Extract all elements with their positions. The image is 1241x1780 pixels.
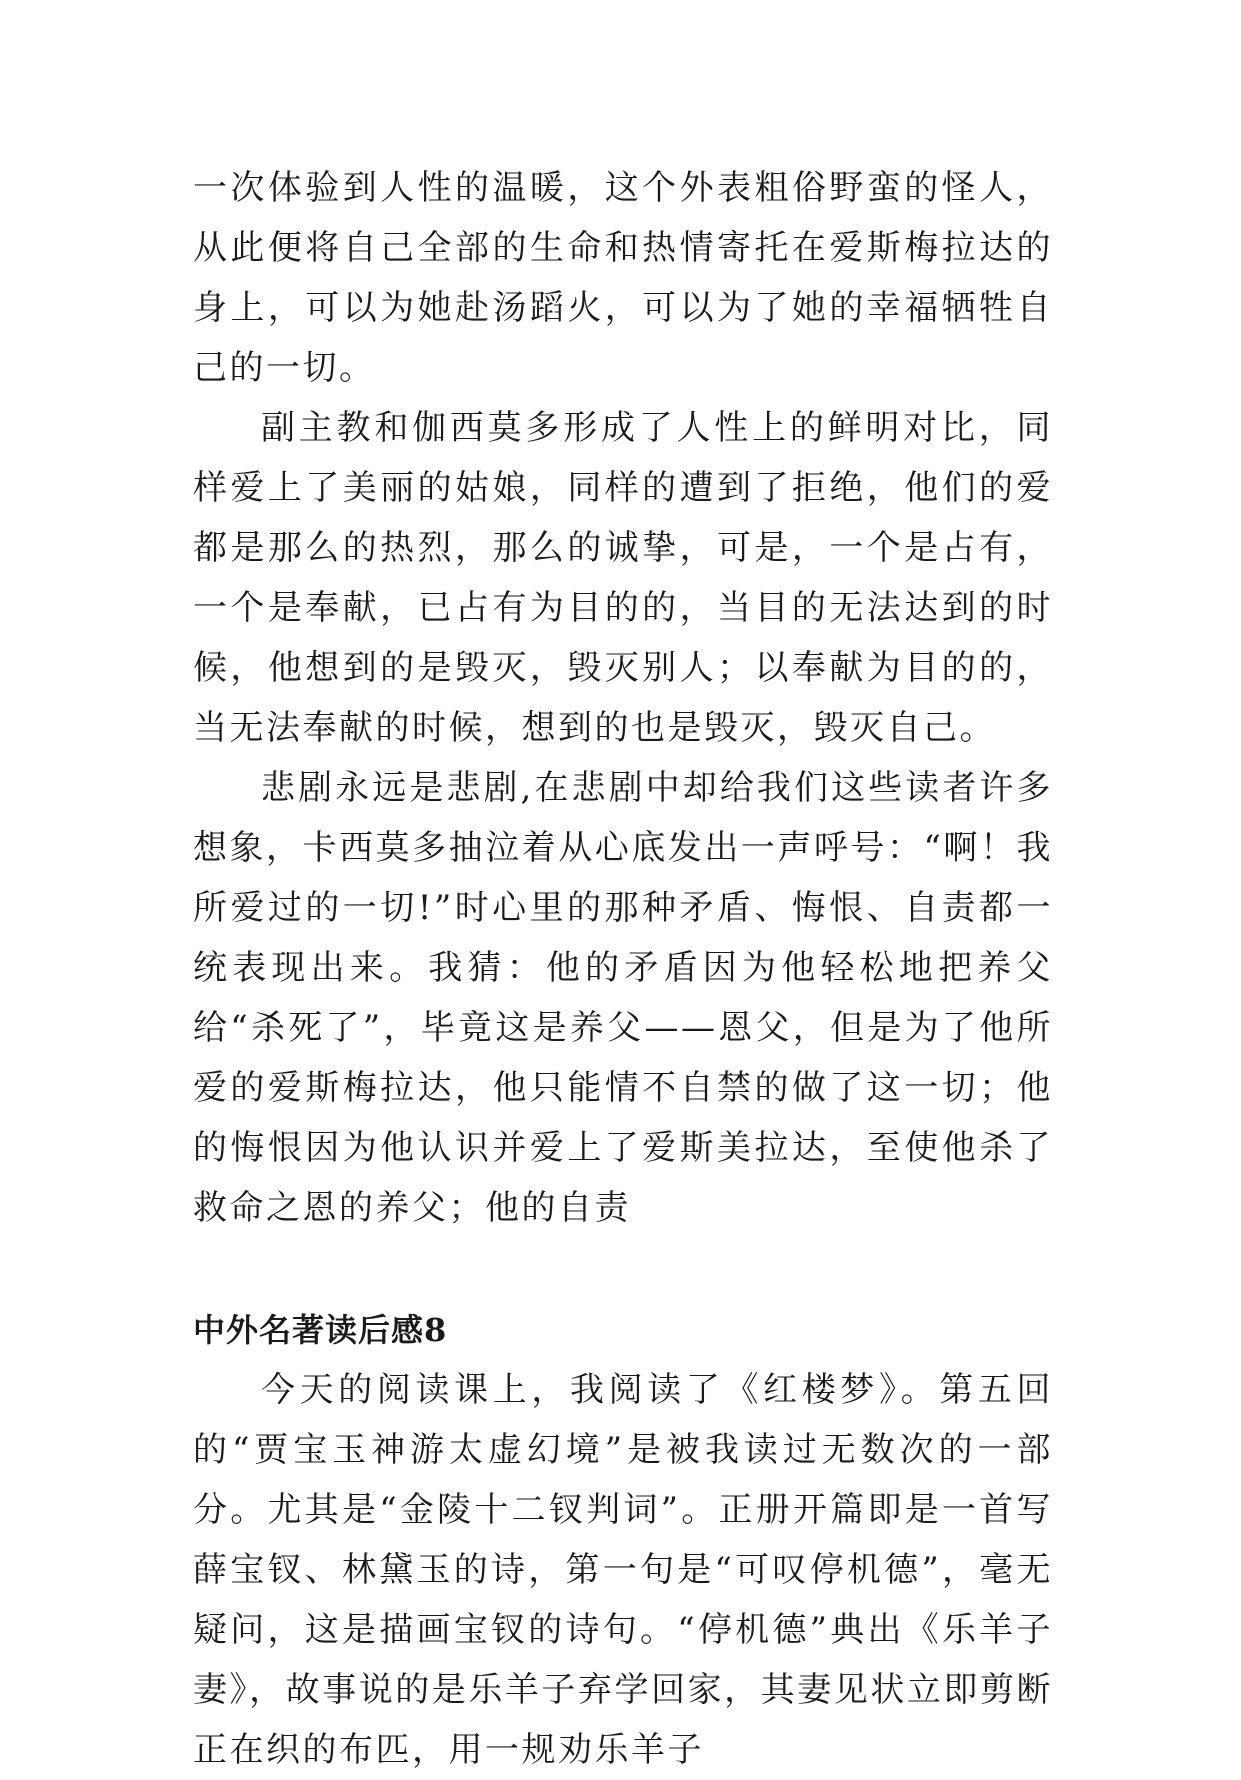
section-title: 中外名著读后感8 [193, 1311, 448, 1349]
paragraph-continuation: 一次体验到人性的温暖，这个外表粗俗野蛮的怪人，从此便将自己全部的生命和热情寄托在爱斯梅拉达的身上，可以为她赴汤蹈火，可以为了她的幸福牺牲自己的一切。 [193, 168, 1053, 388]
paragraph-comparison: 副主教和伽西莫多形成了人性上的鲜明对比，同样爱上了美丽的姑娘，同样的遭到了拒绝，他们的爱都是那么的热烈，那么的诚挚，可是，一个是占有，一个是奉献，已占有为目的的，当目的无法达到的时候，他想到的是毁灭，毁灭别人；以奉献为目的的，当无法奉献的时候，想到的也是毁灭，毁灭自己。 [193, 408, 1053, 748]
document-body [193, 158, 1053, 1780]
paragraph-red-mansions: 今天的阅读课上，我阅读了《红楼梦》。第五回的“贾宝玉神游太虚幻境”是被我读过无数次的一部分。尤其是“金陵十二钗判词”。正册开篇即是一首写薛宝钗、林黛玉的诗，第一句是“可叹停机德”，毫无疑问，这是描画宝钗的诗句。“停机德”典出《乐羊子妻》，故事说的是乐羊子弃学回家，其妻见状立即剪断正在织的布匹，用一规劝乐羊子 [193, 1370, 1053, 1770]
paragraph-tragedy: 悲剧永远是悲剧,在悲剧中却给我们这些读者许多想象，卡西莫多抽泣着从心底发出一声呼号：“啊！我所爱过的一切!”时心里的那种矛盾、悔恨、自责都一统表现出来。我猜：他的矛盾因为他轻松地把养父给“杀死了”，毕竟这是养父——恩父，但是为了他所爱的爱斯梅拉达，他只能情不自禁的做了这一切；他的悔恨因为他认识并爱上了爱斯美拉达，至使他杀了救命之恩的养父；他的自责 [193, 768, 1053, 1228]
